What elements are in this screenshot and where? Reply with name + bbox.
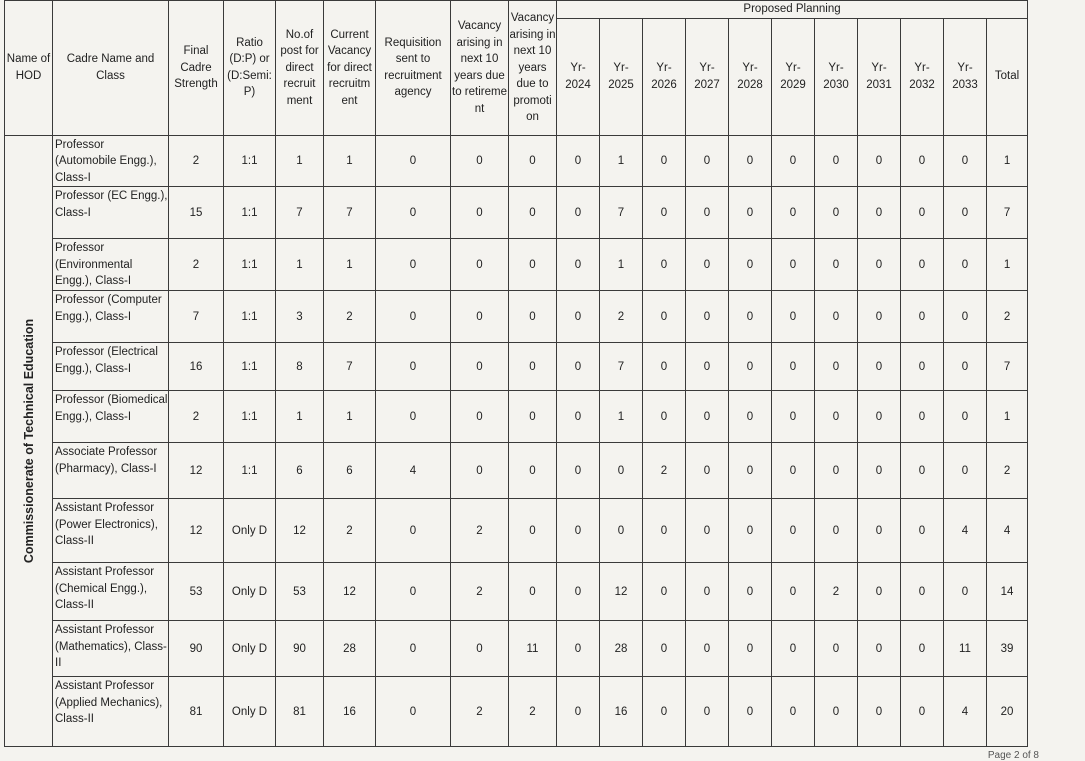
year-cell: 0 [944,343,987,391]
year-cell: 28 [600,621,643,677]
requisition-cell: 0 [376,239,451,291]
year-cell: 0 [686,187,729,239]
ratio-cell: Only D [224,563,276,621]
year-cell: 0 [901,677,944,747]
year-cell: 0 [729,291,772,343]
year-cell: 0 [944,443,987,499]
requisition-cell: 0 [376,563,451,621]
header-year: Yr- 2025 [600,18,643,135]
table-row [5,391,1028,443]
cadre-name: Assistant Professor (Mathematics), Class-II [53,621,169,677]
year-cell: 0 [772,677,815,747]
current-cell: 1 [324,391,376,443]
table-row [5,443,1028,499]
year-cell: 16 [600,677,643,747]
year-cell: 0 [643,291,686,343]
year-cell: 0 [686,563,729,621]
ratio-cell: 1:1 [224,343,276,391]
promo-cell: 0 [509,391,557,443]
strength-cell: 90 [169,621,224,677]
ratio-cell: 1:1 [224,135,276,187]
year-cell: 0 [557,443,600,499]
year-cell: 0 [643,677,686,747]
table-row [5,187,1028,239]
year-cell: 1 [600,239,643,291]
strength-cell: 12 [169,499,224,563]
year-cell: 0 [557,343,600,391]
year-cell: 0 [557,291,600,343]
year-cell: 0 [729,239,772,291]
promo-cell: 2 [509,677,557,747]
year-cell: 0 [643,343,686,391]
promo-cell: 0 [509,135,557,187]
cadre-name: Professor (EC Engg.), Class-I [53,187,169,239]
year-cell: 0 [729,343,772,391]
year-cell: 0 [557,135,600,187]
total-cell: 2 [987,291,1028,343]
year-cell: 0 [686,135,729,187]
total-cell: 39 [987,621,1028,677]
year-cell: 0 [643,621,686,677]
year-cell: 0 [643,391,686,443]
strength-cell: 16 [169,343,224,391]
promo-cell: 0 [509,291,557,343]
total-cell: 1 [987,135,1028,187]
ratio-cell: Only D [224,499,276,563]
requisition-cell: 4 [376,443,451,499]
promo-cell: 0 [509,499,557,563]
header-year: Yr- 2027 [686,18,729,135]
table-row [5,291,1028,343]
current-cell: 7 [324,187,376,239]
retire-cell: 0 [451,135,509,187]
strength-cell: 81 [169,677,224,747]
year-cell: 0 [772,187,815,239]
requisition-cell: 0 [376,343,451,391]
year-cell: 0 [772,391,815,443]
posts-cell: 81 [276,677,324,747]
year-cell: 0 [772,135,815,187]
year-cell: 0 [729,443,772,499]
year-cell: 0 [557,187,600,239]
header-year: Yr- 2029 [772,18,815,135]
table-row [5,343,1028,391]
year-cell: 0 [600,443,643,499]
year-cell: 0 [944,291,987,343]
year-cell: 0 [858,391,901,443]
total-cell: 7 [987,343,1028,391]
header-hod: Name of HOD [5,1,53,136]
header-strength: Final Cadre Strength [169,1,224,136]
requisition-cell: 0 [376,621,451,677]
header-requisition: Requisition sent to recruitment agency [376,1,451,136]
year-cell: 0 [815,135,858,187]
retire-cell: 2 [451,677,509,747]
year-cell: 0 [815,187,858,239]
year-cell: 0 [944,187,987,239]
cadre-name: Professor (Biomedical Engg.), Class-I [53,391,169,443]
retire-cell: 2 [451,563,509,621]
promo-cell: 0 [509,187,557,239]
year-cell: 0 [557,239,600,291]
year-cell: 0 [729,677,772,747]
year-cell: 0 [643,135,686,187]
year-cell: 0 [901,391,944,443]
retire-cell: 0 [451,343,509,391]
cadre-name: Associate Professor (Pharmacy), Class-I [53,443,169,499]
current-cell: 28 [324,621,376,677]
table-row [5,621,1028,677]
cadre-name: Professor (Electrical Engg.), Class-I [53,343,169,391]
year-cell: 12 [600,563,643,621]
year-cell: 0 [772,443,815,499]
total-cell: 7 [987,187,1028,239]
year-cell: 0 [557,677,600,747]
requisition-cell: 0 [376,291,451,343]
ratio-cell: 1:1 [224,443,276,499]
strength-cell: 7 [169,291,224,343]
posts-cell: 3 [276,291,324,343]
year-cell: 2 [600,291,643,343]
year-cell: 0 [557,391,600,443]
current-cell: 1 [324,135,376,187]
posts-cell: 90 [276,621,324,677]
year-cell: 0 [729,135,772,187]
year-cell: 0 [858,135,901,187]
ratio-cell: Only D [224,621,276,677]
header-current: Current Vacancy for direct recruitm ent [324,1,376,136]
ratio-cell: 1:1 [224,291,276,343]
strength-cell: 2 [169,135,224,187]
posts-cell: 8 [276,343,324,391]
year-cell: 0 [858,239,901,291]
year-cell: 0 [858,443,901,499]
year-cell: 0 [772,499,815,563]
cadre-name: Assistant Professor (Power Electronics), Class-II [53,499,169,563]
header-posts: No.of post for direct recruit ment [276,1,324,136]
header-year: Yr- 2032 [901,18,944,135]
retire-cell: 0 [451,443,509,499]
year-cell: 0 [729,499,772,563]
header-total: Total [987,18,1028,135]
table-row [5,563,1028,621]
strength-cell: 2 [169,391,224,443]
year-cell: 11 [944,621,987,677]
year-cell: 0 [815,677,858,747]
header-year: Yr- 2033 [944,18,987,135]
hod-name: Commissionerate of Technical Education [21,318,36,563]
requisition-cell: 0 [376,135,451,187]
year-cell: 0 [944,391,987,443]
year-cell: 0 [944,563,987,621]
year-cell: 0 [815,621,858,677]
year-cell: 0 [858,677,901,747]
year-cell: 0 [772,563,815,621]
year-cell: 0 [901,187,944,239]
year-cell: 0 [815,391,858,443]
ratio-cell: 1:1 [224,239,276,291]
current-cell: 7 [324,343,376,391]
planning-sheet [4,0,1026,742]
requisition-cell: 0 [376,391,451,443]
strength-cell: 15 [169,187,224,239]
header-year: Yr- 2028 [729,18,772,135]
header-retire: Vacancy arising in next 10 years due to retireme nt [451,1,509,136]
current-cell: 16 [324,677,376,747]
year-cell: 0 [729,563,772,621]
year-cell: 0 [772,291,815,343]
total-cell: 2 [987,443,1028,499]
year-cell: 0 [901,291,944,343]
year-cell: 4 [944,677,987,747]
cadre-name: Assistant Professor (Chemical Engg.), Class-II [53,563,169,621]
year-cell: 0 [901,135,944,187]
year-cell: 0 [858,563,901,621]
requisition-cell: 0 [376,499,451,563]
year-cell: 0 [643,187,686,239]
page-number: Page 2 of 8 [987,750,1039,761]
year-cell: 2 [815,563,858,621]
year-cell: 0 [686,621,729,677]
cadre-name: Assistant Professor (Applied Mechanics), Class-II [53,677,169,747]
hod-cell [5,135,53,747]
header-year: Yr- 2031 [858,18,901,135]
year-cell: 0 [729,187,772,239]
year-cell: 0 [686,239,729,291]
promo-cell: 0 [509,343,557,391]
posts-cell: 1 [276,239,324,291]
year-cell: 0 [686,343,729,391]
year-cell: 0 [772,239,815,291]
year-cell: 0 [901,621,944,677]
year-cell: 1 [600,135,643,187]
ratio-cell: Only D [224,677,276,747]
cadre-name: Professor (Environmental Engg.), Class-I [53,239,169,291]
ratio-cell: 1:1 [224,391,276,443]
header-year: Yr- 2026 [643,18,686,135]
header-proposed: Proposed Planning [557,1,1028,19]
year-cell: 0 [944,135,987,187]
header-ratio: Ratio (D:P) or (D:Semi: P) [224,1,276,136]
current-cell: 2 [324,499,376,563]
year-cell: 0 [686,443,729,499]
year-cell: 2 [643,443,686,499]
strength-cell: 53 [169,563,224,621]
strength-cell: 12 [169,443,224,499]
year-cell: 0 [901,443,944,499]
year-cell: 0 [600,499,643,563]
current-cell: 1 [324,239,376,291]
posts-cell: 7 [276,187,324,239]
promo-cell: 0 [509,563,557,621]
year-cell: 0 [858,291,901,343]
year-cell: 0 [643,239,686,291]
year-cell: 0 [901,343,944,391]
retire-cell: 2 [451,499,509,563]
year-cell: 0 [557,499,600,563]
year-cell: 0 [858,499,901,563]
total-cell: 1 [987,391,1028,443]
year-cell: 0 [815,443,858,499]
current-cell: 2 [324,291,376,343]
year-cell: 0 [815,291,858,343]
year-cell: 0 [729,621,772,677]
posts-cell: 1 [276,391,324,443]
year-cell: 0 [643,499,686,563]
retire-cell: 0 [451,239,509,291]
year-cell: 0 [772,343,815,391]
header-year: Yr- 2030 [815,18,858,135]
table-row [5,135,1028,187]
year-cell: 0 [858,343,901,391]
posts-cell: 1 [276,135,324,187]
year-cell: 0 [815,343,858,391]
year-cell: 0 [686,499,729,563]
recruitment-planning-table [4,0,1028,747]
year-cell: 0 [686,291,729,343]
year-cell: 0 [901,239,944,291]
ratio-cell: 1:1 [224,187,276,239]
year-cell: 0 [557,621,600,677]
strength-cell: 2 [169,239,224,291]
year-cell: 0 [772,621,815,677]
current-cell: 6 [324,443,376,499]
year-cell: 0 [815,499,858,563]
total-cell: 14 [987,563,1028,621]
table-row [5,499,1028,563]
total-cell: 20 [987,677,1028,747]
cadre-name: Professor (Automobile Engg.), Class-I [53,135,169,187]
retire-cell: 0 [451,187,509,239]
year-cell: 0 [944,239,987,291]
year-cell: 1 [600,391,643,443]
total-cell: 4 [987,499,1028,563]
posts-cell: 12 [276,499,324,563]
requisition-cell: 0 [376,187,451,239]
header-cadre: Cadre Name and Class [53,1,169,136]
year-cell: 0 [901,563,944,621]
year-cell: 0 [901,499,944,563]
total-cell: 1 [987,239,1028,291]
retire-cell: 0 [451,391,509,443]
year-cell: 0 [815,239,858,291]
current-cell: 12 [324,563,376,621]
year-cell: 7 [600,187,643,239]
requisition-cell: 0 [376,677,451,747]
year-cell: 0 [643,563,686,621]
promo-cell: 0 [509,239,557,291]
header-promo: Vacancy arising in next 10 years due to promoti on [509,1,557,136]
cadre-name: Professor (Computer Engg.), Class-I [53,291,169,343]
year-cell: 0 [557,563,600,621]
posts-cell: 6 [276,443,324,499]
promo-cell: 0 [509,443,557,499]
year-cell: 0 [858,621,901,677]
posts-cell: 53 [276,563,324,621]
year-cell: 0 [858,187,901,239]
year-cell: 4 [944,499,987,563]
header-year: Yr- 2024 [557,18,600,135]
year-cell: 0 [686,677,729,747]
year-cell: 7 [600,343,643,391]
table-row [5,239,1028,291]
retire-cell: 0 [451,291,509,343]
year-cell: 0 [729,391,772,443]
retire-cell: 0 [451,621,509,677]
table-row [5,677,1028,747]
promo-cell: 11 [509,621,557,677]
year-cell: 0 [686,391,729,443]
